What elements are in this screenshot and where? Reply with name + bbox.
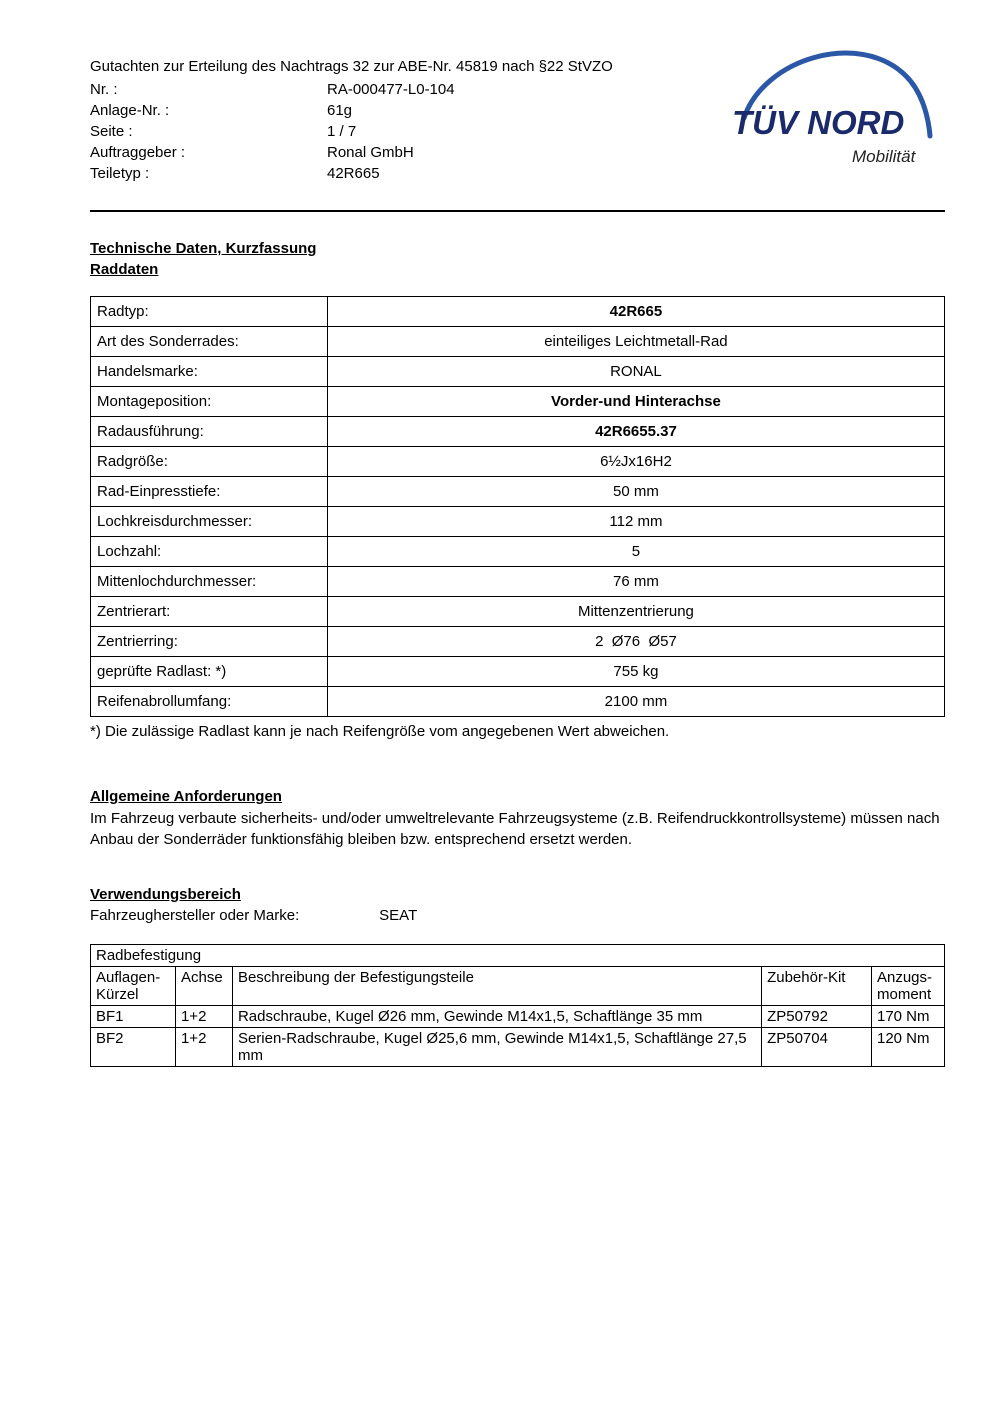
raddaten-label: Handelsmarke:	[91, 357, 328, 387]
table-header-row	[91, 967, 945, 1006]
field-value: RA-000477-L0-104	[327, 81, 455, 98]
raddaten-value: 42R6655.37	[327, 417, 944, 447]
cell-kit: ZP50792	[762, 1006, 872, 1028]
header-field-seite	[90, 121, 613, 142]
table-row	[91, 417, 945, 447]
header-field-teiletyp	[90, 163, 613, 184]
field-label: Auftraggeber :	[90, 144, 186, 161]
raddaten-label: Montageposition:	[91, 387, 328, 417]
col-header-achse: Achse	[175, 967, 232, 1006]
raddaten-value: RONAL	[327, 357, 944, 387]
table-title-row	[91, 945, 945, 967]
fahrzeughersteller-row	[90, 905, 945, 926]
logo-subtitle: Mobilität	[852, 147, 916, 166]
raddaten-label: Radgröße:	[91, 447, 328, 477]
field-value: 42R665	[327, 165, 380, 182]
field-value: 1 / 7	[327, 123, 357, 140]
raddaten-label: Art des Sonderrades:	[91, 327, 328, 357]
table-row	[91, 1006, 945, 1028]
col-header-anzugsmoment: Anzugs-moment	[871, 967, 944, 1006]
table-row	[91, 507, 945, 537]
raddaten-value: 50 mm	[327, 477, 944, 507]
header-divider	[90, 210, 945, 212]
tuev-nord-logo	[730, 44, 945, 179]
raddaten-value: 76 mm	[327, 567, 944, 597]
field-value: 61g	[327, 102, 353, 119]
cell-kit: ZP50704	[762, 1028, 872, 1067]
col-header-beschreibung: Beschreibung der Befestigungsteile	[232, 967, 761, 1006]
table-row	[91, 657, 945, 687]
table-row	[91, 477, 945, 507]
table-row	[91, 537, 945, 567]
cell-kuerzel: BF1	[91, 1006, 176, 1028]
field-label: Teiletyp :	[90, 165, 150, 182]
raddaten-value: 5	[327, 537, 944, 567]
allgemeine-anforderungen-text: Im Fahrzeug verbaute sicherheits- und/oder umweltrelevante Fahrzeugsysteme (z.B. Reifendruckkontrollsysteme) müssen nach Anbau der Sonderräder funktionsfähig bleiben bzw. entsprechend ersetzt werden.	[90, 810, 940, 848]
cell-kuerzel: BF2	[91, 1028, 176, 1067]
raddaten-label: Radausführung:	[91, 417, 328, 447]
header-field-auftraggeber	[90, 142, 613, 163]
radbefestigung-title: Radbefestigung	[91, 945, 945, 967]
tuev-nord-logo-image	[730, 44, 945, 174]
field-label: Anlage-Nr. :	[90, 102, 170, 119]
table-row	[91, 327, 945, 357]
raddaten-value: 112 mm	[327, 507, 944, 537]
header-field-anlage	[90, 100, 613, 121]
table-row	[91, 687, 945, 717]
raddaten-label: Mittenlochdurchmesser:	[91, 567, 328, 597]
logo-wordmark: TÜV NORD	[732, 104, 905, 141]
col-header-zubehoer-kit: Zubehör-Kit	[762, 967, 872, 1006]
cell-moment: 120 Nm	[871, 1028, 944, 1067]
cell-achse: 1+2	[175, 1006, 232, 1028]
table-row	[91, 387, 945, 417]
table-row	[91, 357, 945, 387]
fahrzeughersteller-value: SEAT	[379, 907, 418, 924]
raddaten-label: Lochkreisdurchmesser:	[91, 507, 328, 537]
fahrzeughersteller-label: Fahrzeughersteller oder Marke:	[90, 907, 300, 924]
radbefestigung-table	[90, 944, 945, 1067]
table-row	[91, 567, 945, 597]
raddaten-value: 2100 mm	[327, 687, 944, 717]
col-header-auflagen-kuerzel: Auflagen-Kürzel	[91, 967, 176, 1006]
cell-achse: 1+2	[175, 1028, 232, 1067]
raddaten-value: 755 kg	[327, 657, 944, 687]
section-heading-technische-daten: Technische Daten, Kurzfassung	[90, 240, 317, 257]
raddaten-label: geprüfte Radlast: *)	[91, 657, 328, 687]
raddaten-label: Radtyp:	[91, 297, 328, 327]
field-label: Seite :	[90, 123, 133, 140]
document-header	[90, 56, 945, 184]
table-row	[91, 297, 945, 327]
header-field-nr	[90, 79, 613, 100]
raddaten-table	[90, 296, 945, 717]
raddaten-value: einteiliges Leichtmetall-Rad	[327, 327, 944, 357]
section-heading-verwendungsbereich: Verwendungsbereich	[90, 886, 241, 903]
table-row	[91, 627, 945, 657]
raddaten-value: Mittenzentrierung	[327, 597, 944, 627]
raddaten-label: Zentrierart:	[91, 597, 328, 627]
raddaten-value: 6½Jx16H2	[327, 447, 944, 477]
raddaten-value: 42R665	[327, 297, 944, 327]
radlast-footnote: *) Die zulässige Radlast kann je nach Reifengröße vom angegebenen Wert abweichen.	[90, 723, 670, 740]
table-row	[91, 447, 945, 477]
cell-moment: 170 Nm	[871, 1006, 944, 1028]
section-subheading-raddaten: Raddaten	[90, 261, 159, 278]
table-row	[91, 1028, 945, 1067]
raddaten-label: Zentrierring:	[91, 627, 328, 657]
raddaten-label: Rad-Einpresstiefe:	[91, 477, 328, 507]
cell-beschreibung: Radschraube, Kugel Ø26 mm, Gewinde M14x1,5, Schaftlänge 35 mm	[232, 1006, 761, 1028]
raddaten-value: 2 Ø76 Ø57	[327, 627, 944, 657]
field-label: Nr. :	[90, 81, 118, 98]
section-heading-allgemeine-anforderungen: Allgemeine Anforderungen	[90, 788, 282, 805]
raddaten-label: Lochzahl:	[91, 537, 328, 567]
document-title: Gutachten zur Erteilung des Nachtrags 32 zur ABE-Nr. 45819 nach §22 StVZO	[90, 58, 613, 75]
field-value: Ronal GmbH	[327, 144, 414, 161]
raddaten-label: Reifenabrollumfang:	[91, 687, 328, 717]
raddaten-value: Vorder-und Hinterachse	[327, 387, 944, 417]
table-row	[91, 597, 945, 627]
cell-beschreibung: Serien-Radschraube, Kugel Ø25,6 mm, Gewinde M14x1,5, Schaftlänge 27,5 mm	[232, 1028, 761, 1067]
